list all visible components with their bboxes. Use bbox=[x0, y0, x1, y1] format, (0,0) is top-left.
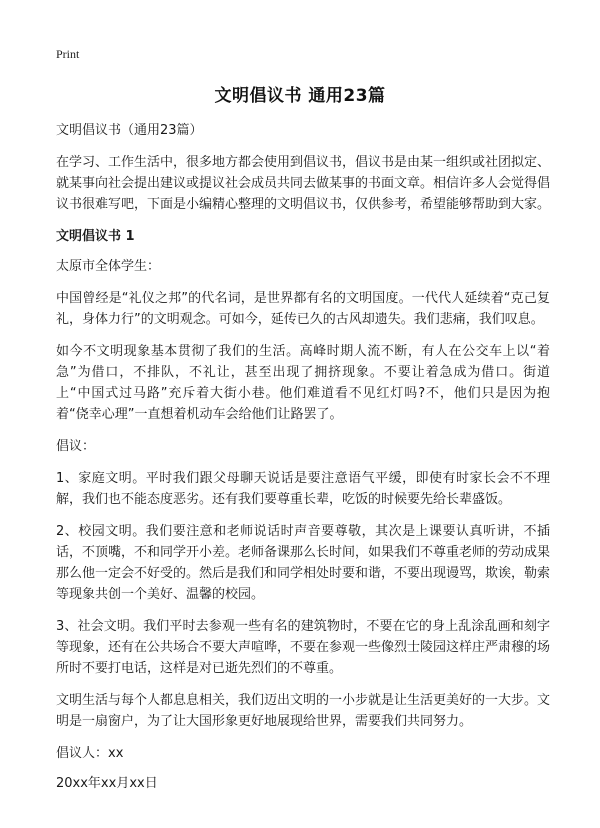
intro-paragraph: 在学习、工作生活中，很多地方都会使用到倡议书，倡议书是由某一组织或社团拟定、就某事向社会提出建议或提议社会成员共同去做某事的书面文章。相信许多人会觉得倡议书很难写吧，下面是小编精心整理的文明倡议书，仅供参考，希望能够帮助到大家。 bbox=[56, 155, 551, 212]
document-date: 20xx年xx月xx日 bbox=[56, 776, 158, 791]
signatory: 倡议人：xx bbox=[56, 746, 124, 761]
body-paragraph-1: 中国曾经是“礼仪之邦”的代名词，是世界都有名的文明国度。一代代人延续着“克己复礼，身体力行”的文明观念。可如今，延传已久的古风却遗失。我们悲痛，我们叹息。 bbox=[56, 291, 550, 327]
proposal-label: 倡议： bbox=[56, 439, 96, 454]
body-paragraph-2: 如今不文明现象基本贯彻了我们的生活。高峰时期人流不断，有人在公交车上以“着急”为借口，不排队，不礼让，甚至出现了拥挤现象。不要让着急成为借口。街道上“中国式过马路”充斥着大街小巷。他们难道看不见红灯吗?不，他们只是因为抱着“侥幸心理”一直想着机动车会给他们让路罢了。 bbox=[56, 344, 550, 422]
document-body bbox=[56, 120, 550, 805]
section-heading: 文明倡议书 1 bbox=[56, 229, 135, 244]
proposal-item-society: 3、社会文明。我们平时去参观一些有名的建筑物时，不要在它的身上乱涂乱画和刻字等现象，还有在公共场合不要大声喧哗，不要在参观一些像烈士陵园这样庄严肃穆的场所时不要打电话，这样是对已逝先烈们的不尊重。 bbox=[56, 619, 551, 676]
salutation: 太原市全体学生： bbox=[56, 259, 161, 274]
proposal-item-school: 2、校园文明。我们要注意和老师说话时声音要尊敬，其次是上课要认真听讲，不插话，不顶嘴，不和同学开小差。老师备课那么长时间，如果我们不尊重老师的劳动成果那么他一定会不好受的。然后是我们和同学相处时要和谐，不要出现谩骂，欺诶，勒索等现象共创一个美好、温馨的校园。 bbox=[56, 524, 551, 602]
page-title: 文明倡议书 通用23篇 bbox=[214, 86, 386, 106]
print-link[interactable]: Print bbox=[56, 47, 80, 61]
proposal-item-family: 1、家庭文明。平时我们跟父母聊天说话是要注意语气平缓，即使有时家长会不不理解，我们也不能态度恶劣。还有我们要尊重长辈，吃饭的时候要先给长辈盛饭。 bbox=[56, 471, 550, 507]
document-subtitle: 文明倡议书（通用23篇） bbox=[56, 123, 203, 138]
closing-paragraph: 文明生活与每个人都息息相关，我们迈出文明的一小步就是让生活更美好的一大步。文明是一扇窗户，为了让大国形象更好地展现给世界，需要我们共同努力。 bbox=[56, 693, 551, 729]
